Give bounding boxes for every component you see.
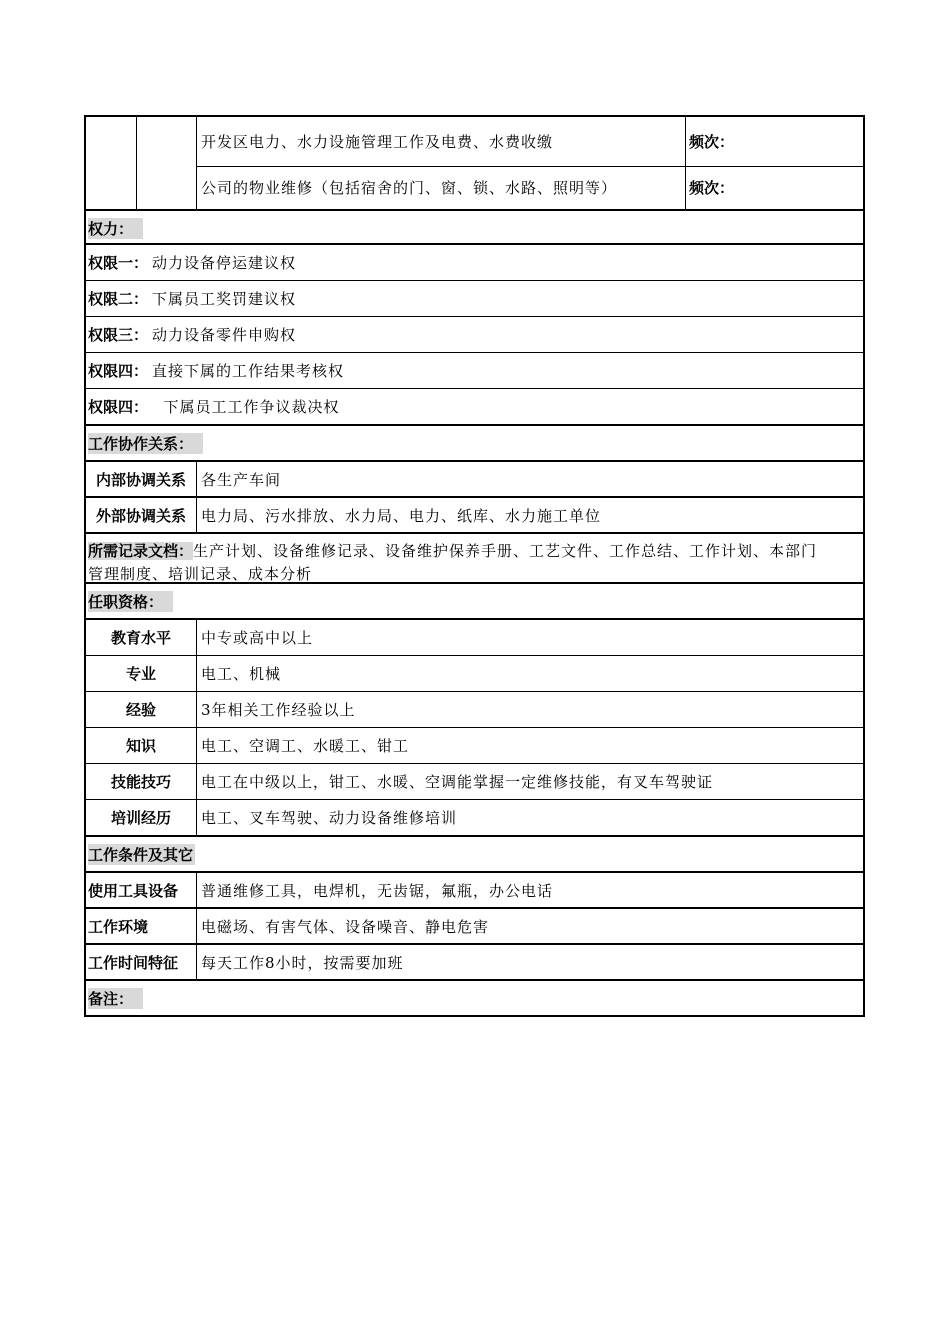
job-description-table xyxy=(84,115,865,1017)
authority-row xyxy=(84,281,865,317)
records-label: 所需记录文档： xyxy=(88,542,194,560)
conditions-heading-row xyxy=(84,837,865,873)
qualification-label: 技能技巧 xyxy=(86,764,197,799)
duty-frequency-label: 频次： xyxy=(689,179,735,197)
qualification-label: 专业 xyxy=(86,656,197,691)
qualification-text: 电工、机械 xyxy=(201,665,282,683)
qualification-text: 电工、空调工、水暖工、钳工 xyxy=(201,737,410,755)
authority-text: 下属员工工作争议裁决权 xyxy=(152,398,340,416)
duties-block xyxy=(84,115,865,211)
duties-col-1 xyxy=(86,117,137,209)
authority-label: 权限一： xyxy=(88,254,149,272)
conditions-text: 电磁场、有害气体、设备噪音、静电危害 xyxy=(201,917,490,936)
external-coordination-text: 电力局、污水排放、水力局、电力、纸库、水力施工单位 xyxy=(201,506,602,525)
qualification-heading-row xyxy=(84,584,865,620)
conditions-text: 每天工作8小时，按需要加班 xyxy=(201,953,404,972)
qualification-row xyxy=(84,800,865,837)
qualification-row xyxy=(84,728,865,764)
qualification-text: 电工、叉车驾驶、动力设备维修培训 xyxy=(201,809,458,827)
duty-text: 开发区电力、水力设施管理工作及电费、水费收缴 xyxy=(197,117,686,166)
qualification-row xyxy=(84,692,865,728)
conditions-text: 普通维修工具，电焊机，无齿锯，氟瓶，办公电话 xyxy=(201,881,554,900)
duty-text: 公司的物业维修（包括宿舍的门、窗、锁、水路、照明等） xyxy=(197,166,686,209)
records-text-line2: 管理制度、培训记录、成本分析 xyxy=(88,565,313,583)
coordination-heading: 工作协作关系： xyxy=(88,433,203,454)
remarks-row xyxy=(84,981,865,1017)
authority-label: 权限四： xyxy=(88,362,149,380)
records-row xyxy=(84,534,865,584)
authority-label: 权限二： xyxy=(88,290,149,308)
qualification-label: 教育水平 xyxy=(86,620,197,655)
qualification-row xyxy=(84,656,865,692)
conditions-heading: 工作条件及其它 xyxy=(88,845,194,864)
authority-heading-row xyxy=(84,211,865,245)
qualification-row xyxy=(84,764,865,800)
authority-row xyxy=(84,353,865,389)
duty-row xyxy=(197,117,863,167)
authority-label: 权限四： xyxy=(88,398,149,416)
qualification-text: 中专或高中以上 xyxy=(201,629,314,647)
authority-text: 下属员工奖罚建议权 xyxy=(152,290,297,308)
records-text-line1: 生产计划、设备维修记录、设备维护保养手册、工艺文件、工作总结、工作计划、本部门 xyxy=(193,542,818,560)
authority-row xyxy=(84,317,865,353)
qualification-label: 培训经历 xyxy=(86,800,197,835)
authority-text: 动力设备零件申购权 xyxy=(152,326,297,344)
qualification-label: 经验 xyxy=(86,692,197,727)
authority-row xyxy=(84,245,865,281)
conditions-label: 使用工具设备 xyxy=(86,873,197,907)
remarks-heading: 备注： xyxy=(88,988,143,1009)
coordination-heading-row xyxy=(84,426,865,462)
internal-coordination-text: 各生产车间 xyxy=(201,470,282,489)
authority-text: 直接下属的工作结果考核权 xyxy=(152,362,345,380)
conditions-row xyxy=(84,909,865,945)
coordination-external-row xyxy=(84,498,865,534)
coordination-internal-row xyxy=(84,462,865,498)
duty-row xyxy=(197,166,863,209)
duty-frequency-label: 频次： xyxy=(689,133,735,151)
external-coordination-label: 外部协调关系 xyxy=(86,498,197,532)
qualification-text: 电工在中级以上，钳工、水暖、空调能掌握一定维修技能，有叉车驾驶证 xyxy=(201,773,714,791)
conditions-row xyxy=(84,873,865,909)
conditions-label: 工作时间特征 xyxy=(86,945,197,979)
authority-row xyxy=(84,389,865,426)
conditions-label: 工作环境 xyxy=(86,909,197,943)
qualification-label: 知识 xyxy=(86,728,197,763)
authority-label: 权限三： xyxy=(88,326,149,344)
conditions-row xyxy=(84,945,865,981)
qualification-text: 3年相关工作经验以上 xyxy=(201,701,356,719)
qualification-row xyxy=(84,620,865,656)
internal-coordination-label: 内部协调关系 xyxy=(86,462,197,496)
authority-heading: 权力： xyxy=(88,218,143,239)
qualification-heading: 任职资格： xyxy=(88,591,173,612)
authority-text: 动力设备停运建议权 xyxy=(152,254,297,272)
duties-col-2 xyxy=(137,117,197,209)
